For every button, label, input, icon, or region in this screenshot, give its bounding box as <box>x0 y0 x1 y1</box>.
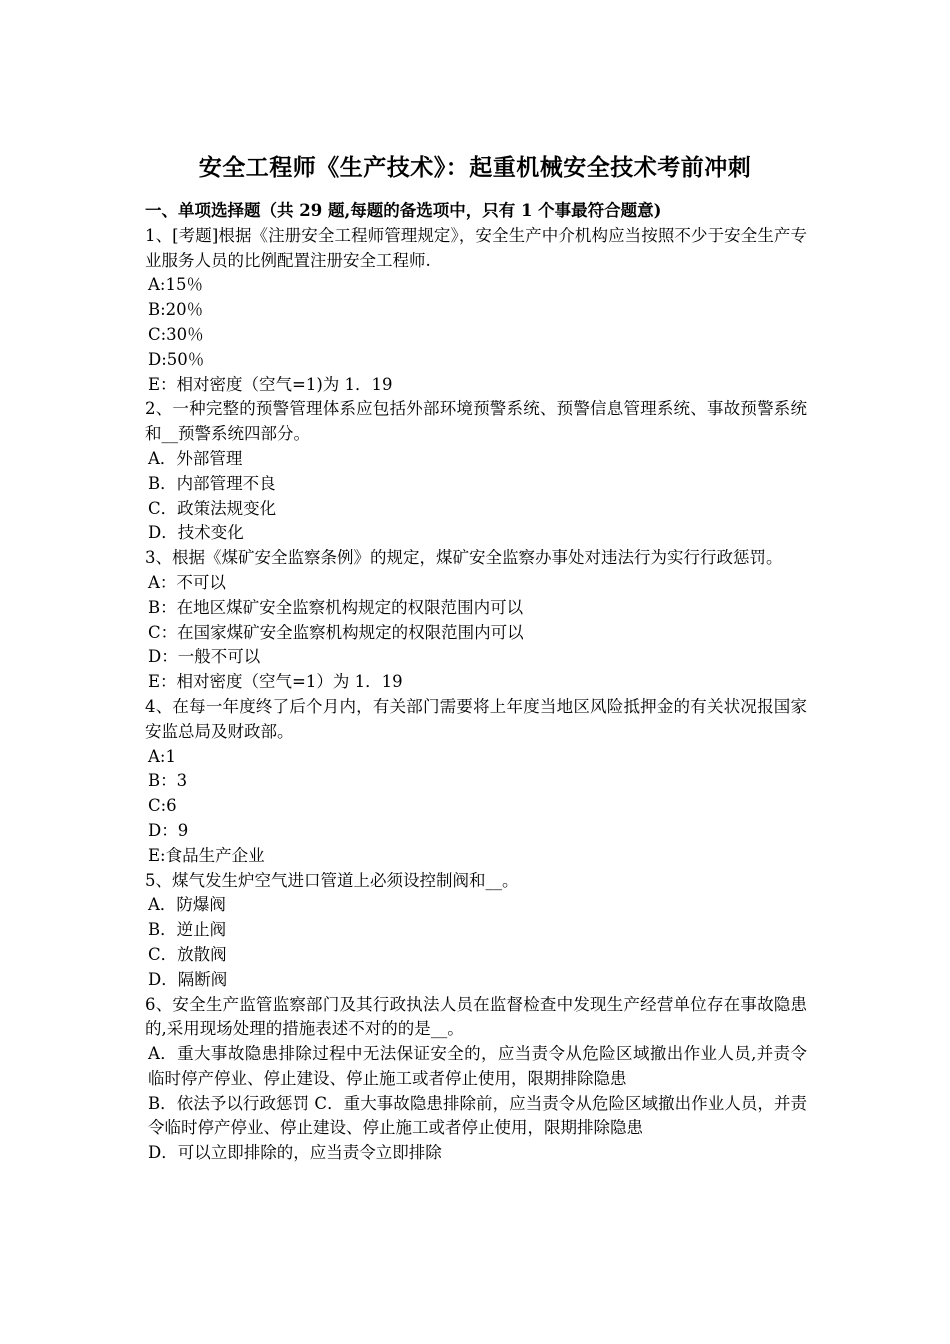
answer-option: D：一般不可以 <box>148 647 261 667</box>
question-text: 6、安全生产监管监察部门及其行政执法人员在监督检查中发现生产经营单位存在事故隐患的,采用现场处理的措施表述不对的的是__。 <box>145 994 807 1039</box>
question-text: 2、一种完整的预警管理体系应包括外部环境预警系统、预警信息管理系统、事故预警系统和__预警系统四部分。 <box>145 399 807 444</box>
answer-option: B．逆止阀 <box>148 920 227 940</box>
answer-option: D．可以立即排除的，应当责令立即排除 <box>148 1143 442 1163</box>
answer-option: C．放散阀 <box>148 944 227 964</box>
answer-option: B．内部管理不良 <box>148 473 276 493</box>
answer-option: E：相对密度（空气=1）为 1．19 <box>148 672 403 692</box>
answer-option: D．技术变化 <box>148 523 244 543</box>
answer-option: B：在地区煤矿安全监察机构规定的权限范围内可以 <box>148 597 524 617</box>
answer-option: B:20％ <box>148 300 204 320</box>
answer-option: E：相对密度（空气=1)为 1．19 <box>148 374 393 394</box>
answer-option: C:30％ <box>148 324 204 344</box>
answer-option: E:食品生产企业 <box>148 845 265 865</box>
document-body <box>145 199 807 1166</box>
question-text: 3、根据《煤矿安全监察条例》的规定，煤矿安全监察办事处对违法行为实行行政惩罚。 <box>145 548 783 568</box>
answer-option: A．重大事故隐患排除过程中无法保证安全的，应当责令从危险区域撤出作业人员,并责令临时停产停业、停止建设、停止施工或者停止使用，限期排除隐患 <box>148 1044 807 1088</box>
answer-option: C:6 <box>148 796 177 816</box>
answer-option: C．政策法规变化 <box>148 498 277 518</box>
question-text: 1、[考题]根据《注册安全工程师管理规定》，安全生产中介机构应当按照不少于安全生产专业服务人员的比例配置注册安全工程师. <box>145 225 807 270</box>
answer-option: B：3 <box>148 771 188 791</box>
answer-option: D：9 <box>148 820 189 840</box>
question-text: 5、煤气发生炉空气进口管道上必须设控制阀和__。 <box>145 870 519 890</box>
answer-option: A．防爆阀 <box>148 895 226 915</box>
answer-option: D．隔断阀 <box>148 969 228 989</box>
section-heading: 一、单项选择题（共 29 题,每题的备选项中，只有 1 个事最符合题意) <box>145 201 662 220</box>
question-text: 4、在每一年度终了后个月内，有关部门需要将上年度当地区风险抵押金的有关状况报国家安监总局及财政部。 <box>145 696 807 741</box>
answer-option: A：不可以 <box>148 572 226 592</box>
answer-option: C：在国家煤矿安全监察机构规定的权限范围内可以 <box>148 622 524 642</box>
answer-option: A．外部管理 <box>148 448 243 468</box>
document-title: 安全工程师《生产技术》：起重机械安全技术考前冲刺 <box>198 154 752 181</box>
answer-option: A:15％ <box>148 275 203 295</box>
answer-option: A:1 <box>148 746 176 766</box>
answer-option: B．依法予以行政惩罚 C．重大事故隐患排除前，应当责令从危险区域撤出作业人员，并责令临时停产停业、停止建设、停止施工或者停止使用，限期排除隐患 <box>148 1093 807 1138</box>
answer-option: D:50％ <box>148 349 205 369</box>
